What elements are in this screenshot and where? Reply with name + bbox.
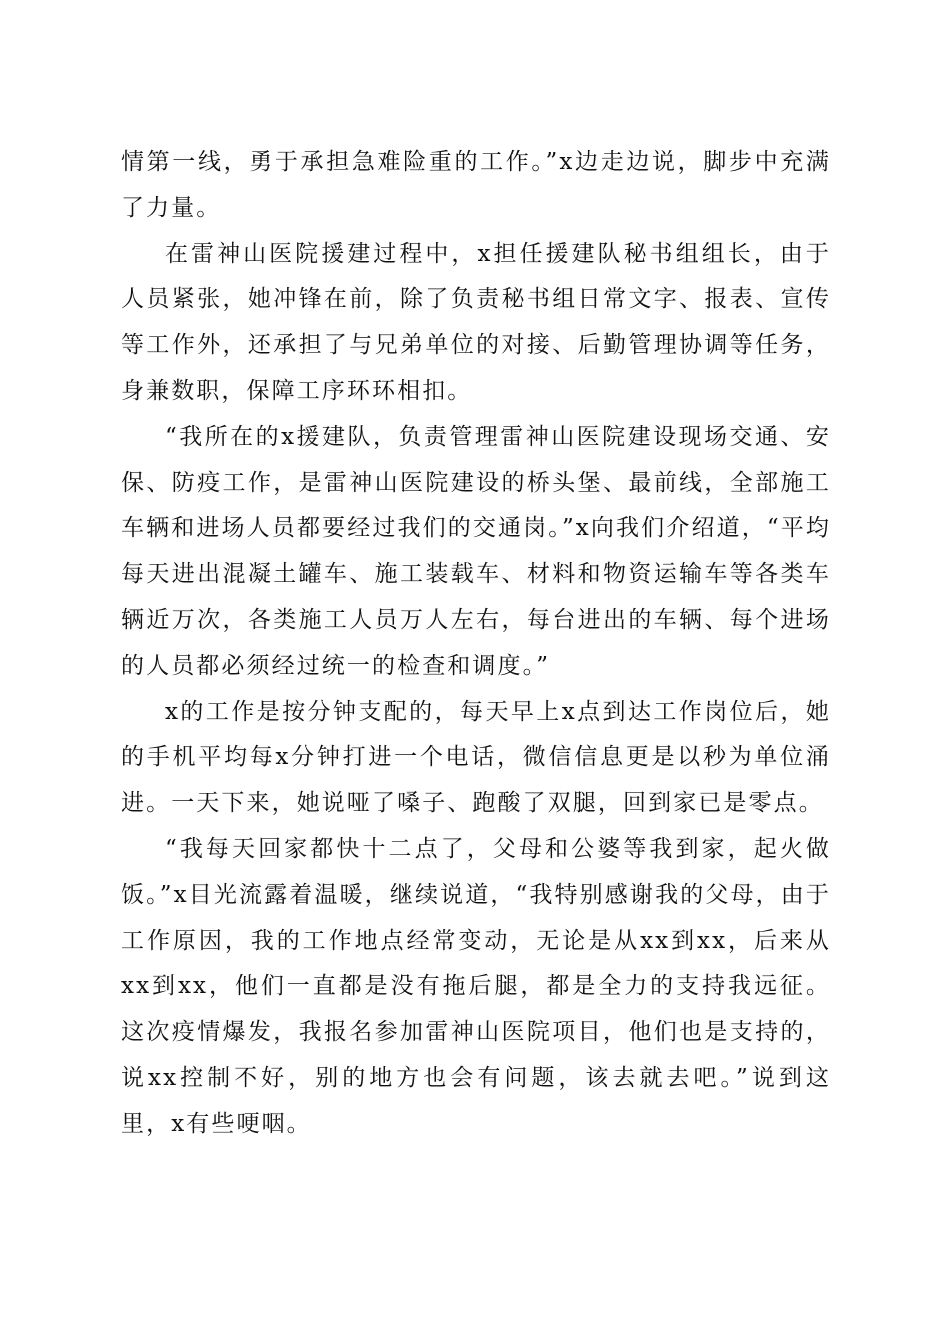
- paragraph-2: 在雷神山医院援建过程中，x担任援建队秘书组组长，由于人员紧张，她冲锋在前，除了负责秘书组日常文字、报表、宣传等工作外，还承担了与兄弟单位的对接、后勤管理协调等任务，身兼数职，保障工序环环相扣。: [121, 240, 831, 404]
- paragraph-3: “我所在的x援建队，负责管理雷神山医院建设现场交通、安保、防疫工作，是雷神山医院建设的桥头堡、最前线，全部施工车辆和进场人员都要经过我们的交通岗。”x向我们介绍道，“平均每天进出混凝土罐车、施工装载车、材料和物资运输车等各类车辆近万次，各类施工人员万人左右，每台进出的车辆、每个进场的人员都必须经过统一的检查和调度。”: [121, 423, 831, 679]
- paragraph-5: “我每天回家都快十二点了，父母和公婆等我到家，起火做饭。”x目光流露着温暖，继续说道，“我特别感谢我的父母，由于工作原因，我的工作地点经常变动，无论是从xx到xx，后来从xx到xx，他们一直都是没有拖后腿，都是全力的支持我远征。这次疫情爆发，我报名参加雷神山医院项目，他们也是支持的，说xx控制不好，别的地方也会有问题，该去就去吧。”说到这里，x有些哽咽。: [121, 835, 831, 1137]
- document-body: [121, 140, 831, 1148]
- paragraph-4: x的工作是按分钟支配的，每天早上x点到达工作岗位后，她的手机平均每x分钟打进一个电话，微信信息更是以秒为单位涌进。一天下来，她说哑了嗓子、跑酸了双腿，回到家已是零点。: [121, 698, 831, 817]
- paragraph-1: 情第一线，勇于承担急难险重的工作。”x边走边说，脚步中充满了力量。: [121, 149, 831, 221]
